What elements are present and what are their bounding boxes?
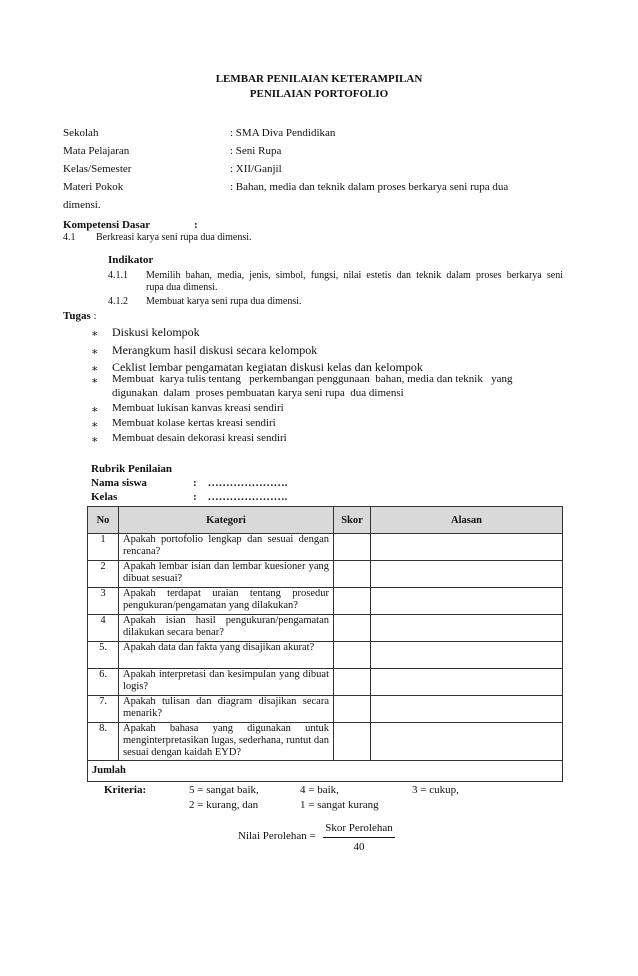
row-kategori: Apakah terdapat uraian tentang prosedur pengukuran/pengamatan yang dilakukan? bbox=[119, 588, 334, 615]
materi-value: : Bahan, media dan teknik dalam proses berkarya seni rupa dua bbox=[230, 181, 509, 193]
kompetensi-number: 4.1 bbox=[63, 232, 76, 243]
row-no: 2 bbox=[88, 561, 119, 588]
row-kategori: Apakah isian hasil pengukuran/pengamatan dilakukan secara benar? bbox=[119, 615, 334, 642]
bullet-icon: ∗ bbox=[91, 419, 99, 431]
table-row bbox=[88, 696, 563, 723]
kelas-rubrik-label: Kelas bbox=[91, 491, 118, 503]
kompetensi-text: Berkreasi karya seni rupa dua dimensi. bbox=[96, 232, 252, 243]
jumlah-label: Jumlah bbox=[88, 760, 563, 781]
tugas-item-3: Ceklist lembar pengamatan kegiatan diskusi kelas dan kelompok bbox=[112, 360, 423, 374]
row-no: 7. bbox=[88, 696, 119, 723]
row-skor-cell[interactable] bbox=[334, 588, 371, 615]
kriteria-label: Kriteria: bbox=[104, 784, 147, 796]
bullet-icon: ∗ bbox=[91, 328, 99, 340]
bullet-icon: ∗ bbox=[91, 375, 99, 387]
kompetensi-colon: : bbox=[194, 219, 198, 231]
indikator-1-num: 4.1.1 bbox=[108, 270, 128, 281]
nama-siswa-value: : …………………. bbox=[193, 477, 288, 489]
kriteria-2: 2 = kurang, dan bbox=[189, 799, 259, 811]
mapel-value: : Seni Rupa bbox=[230, 145, 282, 157]
row-skor-cell[interactable] bbox=[334, 642, 371, 669]
row-skor-cell[interactable] bbox=[334, 696, 371, 723]
row-skor-cell[interactable] bbox=[334, 723, 371, 761]
row-no: 6. bbox=[88, 669, 119, 696]
row-no: 8. bbox=[88, 723, 119, 761]
row-alasan-cell[interactable] bbox=[371, 723, 563, 761]
row-kategori: Apakah tulisan dan diagram disajikan secara menarik? bbox=[119, 696, 334, 723]
row-no: 5. bbox=[88, 642, 119, 669]
kelas-label: Kelas/Semester bbox=[63, 163, 132, 175]
nilai-denominator: 40 bbox=[353, 841, 365, 853]
row-kategori: Apakah interpretasi dan kesimpulan yang dibuat logis? bbox=[119, 669, 334, 696]
bullet-icon: ∗ bbox=[91, 404, 99, 416]
row-no: 1 bbox=[88, 534, 119, 561]
jumlah-row bbox=[88, 760, 563, 781]
tugas-item-5: Membuat lukisan kanvas kreasi sendiri bbox=[112, 402, 284, 414]
row-skor-cell[interactable] bbox=[334, 669, 371, 696]
rubrik-table bbox=[87, 506, 563, 782]
materi-label: Materi Pokok bbox=[63, 181, 124, 193]
row-no: 4 bbox=[88, 615, 119, 642]
tugas-item-6: Membuat kolase kertas kreasi sendiri bbox=[112, 417, 276, 429]
sekolah-value: : SMA Diva Pendidikan bbox=[230, 127, 336, 139]
table-row bbox=[88, 588, 563, 615]
kriteria-5: 5 = sangat baik, bbox=[189, 784, 259, 796]
row-alasan-cell[interactable] bbox=[371, 561, 563, 588]
fraction-line bbox=[323, 837, 395, 838]
kompetensi-label: Kompetensi Dasar bbox=[63, 219, 151, 231]
nama-siswa-label: Nama siswa bbox=[91, 477, 147, 489]
bullet-icon: ∗ bbox=[91, 363, 99, 375]
table-row bbox=[88, 534, 563, 561]
tugas-item-1: Diskusi kelompok bbox=[112, 325, 200, 339]
row-skor-cell[interactable] bbox=[334, 561, 371, 588]
kelas-value: : XII/Ganjil bbox=[230, 163, 282, 175]
kelas-rubrik-value: : …………………. bbox=[193, 491, 288, 503]
row-alasan-cell[interactable] bbox=[371, 534, 563, 561]
tugas-item-2: Merangkum hasil diskusi secara kelompok bbox=[112, 343, 318, 357]
row-kategori: Apakah lembar isian dan lembar kuesioner yang dibuat sesuai? bbox=[119, 561, 334, 588]
indikator-label: Indikator bbox=[108, 254, 154, 266]
row-kategori: Apakah portofolio lengkap dan sesuai dengan rencana? bbox=[119, 534, 334, 561]
table-row bbox=[88, 561, 563, 588]
kriteria-4: 4 = baik, bbox=[300, 784, 339, 796]
row-kategori: Apakah bahasa yang digunakan untuk menginterpretasikan lugas, sederhana, runtut dan sesuai dengan kaidah EYD? bbox=[119, 723, 334, 761]
mapel-label: Mata Pelajaran bbox=[63, 145, 130, 157]
nilai-numerator: Skor Perolehan bbox=[325, 822, 393, 834]
table-row bbox=[88, 615, 563, 642]
rubrik-title: Rubrik Penilaian bbox=[91, 463, 172, 475]
materi-value-cont: dimensi. bbox=[63, 199, 101, 211]
tugas-item-7: Membuat desain dekorasi kreasi sendiri bbox=[112, 432, 287, 444]
row-skor-cell[interactable] bbox=[334, 615, 371, 642]
header-no: No bbox=[88, 507, 119, 534]
table-header-row bbox=[88, 507, 563, 534]
nilai-label: Nilai Perolehan = bbox=[238, 830, 316, 842]
table-row bbox=[88, 642, 563, 669]
row-alasan-cell[interactable] bbox=[371, 696, 563, 723]
tugas-heading bbox=[63, 310, 97, 322]
header-kategori: Kategori bbox=[119, 507, 334, 534]
kriteria-3: 3 = cukup, bbox=[412, 784, 459, 796]
row-no: 3 bbox=[88, 588, 119, 615]
kriteria-1: 1 = sangat kurang bbox=[300, 799, 379, 811]
tugas-colon: : bbox=[90, 310, 97, 322]
row-alasan-cell[interactable] bbox=[371, 669, 563, 696]
indikator-1-text-cont: rupa dua dimensi. bbox=[146, 282, 218, 293]
sekolah-label: Sekolah bbox=[63, 127, 99, 139]
tugas-label: Tugas bbox=[63, 310, 91, 322]
row-kategori: Apakah data dan fakta yang disajikan akurat? bbox=[119, 642, 334, 669]
table-row bbox=[88, 723, 563, 761]
indikator-2-text: Membuat karya seni rupa dua dimensi. bbox=[146, 296, 302, 307]
tugas-item-4: Membuat karya tulis tentang perkembangan penggunaan bahan, media dan teknik yang bbox=[112, 373, 513, 385]
header-alasan: Alasan bbox=[371, 507, 563, 534]
table-row bbox=[88, 669, 563, 696]
row-alasan-cell[interactable] bbox=[371, 588, 563, 615]
row-alasan-cell[interactable] bbox=[371, 642, 563, 669]
indikator-1-text: Memilih bahan, media, jenis, simbol, fungsi, nilai estetis dan teknik dalam proses berkarya seni bbox=[146, 270, 563, 281]
tugas-item-4-cont: digunakan dalam proses pembuatan karya seni rupa dua dimensi bbox=[112, 387, 404, 399]
doc-title: LEMBAR PENILAIAN KETERAMPILAN bbox=[215, 73, 423, 85]
header-skor: Skor bbox=[334, 507, 371, 534]
bullet-icon: ∗ bbox=[91, 346, 99, 358]
row-alasan-cell[interactable] bbox=[371, 615, 563, 642]
indikator-2-num: 4.1.2 bbox=[108, 296, 128, 307]
bullet-icon: ∗ bbox=[91, 434, 99, 446]
doc-subtitle: PENILAIAN PORTOFOLIO bbox=[249, 88, 389, 100]
row-skor-cell[interactable] bbox=[334, 534, 371, 561]
